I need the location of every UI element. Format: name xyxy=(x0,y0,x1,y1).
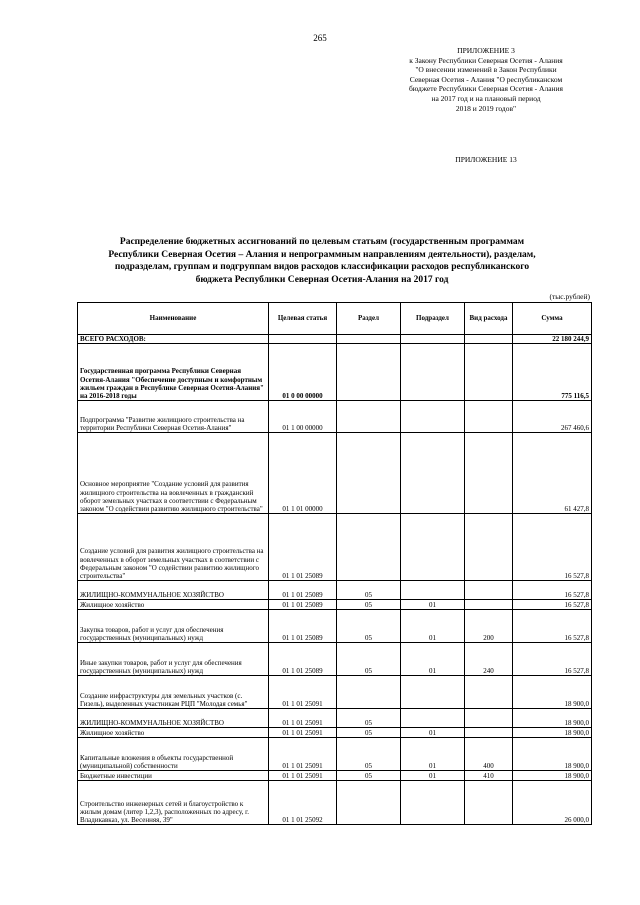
cell-name: Закупка товаров, работ и услуг для обеспечения государственных (муниципальных) нужд xyxy=(78,610,269,643)
cell-subsection: 01 xyxy=(401,738,465,771)
table-body xyxy=(78,335,592,825)
cell-expense-type: 200 xyxy=(465,610,513,643)
cell-target-article: 01 1 01 25089 xyxy=(269,514,337,581)
table-row xyxy=(78,643,592,676)
appendix-3-title: ПРИЛОЖЕНИЕ 3 xyxy=(457,46,515,55)
appendix-13-title: ПРИЛОЖЕНИЕ 13 xyxy=(455,155,517,164)
table-row xyxy=(78,728,592,738)
cell-subsection xyxy=(401,781,465,825)
table-row xyxy=(78,401,592,433)
cell-expense-type: 410 xyxy=(465,771,513,781)
cell-target-article: 01 0 00 00000 xyxy=(269,344,337,401)
cell-target-article: 01 1 01 25091 xyxy=(269,771,337,781)
cell-expense-type xyxy=(465,600,513,610)
cell-target-article: 01 1 01 25089 xyxy=(269,610,337,643)
cell-subsection xyxy=(401,335,465,344)
cell-expense-type xyxy=(465,581,513,600)
appendix-3-line: на 2017 год и на плановый период xyxy=(431,93,541,103)
cell-section: 05 xyxy=(337,610,401,643)
table-header-row xyxy=(78,303,592,335)
appendix-3-line: "О внесении изменений в Закон Республики xyxy=(415,65,557,75)
cell-section: 05 xyxy=(337,728,401,738)
cell-sum: 18 900,0 xyxy=(513,738,592,771)
appendix-3-block xyxy=(388,46,584,113)
cell-target-article: 01 1 01 25089 xyxy=(269,643,337,676)
cell-name: Иные закупки товаров, работ и услуг для обеспечения государственных (муниципальных) нужд xyxy=(78,643,269,676)
cell-target-article xyxy=(269,335,337,344)
cell-subsection xyxy=(401,676,465,709)
header-subsection: Подраздел xyxy=(401,303,465,335)
cell-expense-type: 240 xyxy=(465,643,513,676)
cell-subsection: 01 xyxy=(401,643,465,676)
cell-section xyxy=(337,335,401,344)
cell-expense-type xyxy=(465,344,513,401)
table-row xyxy=(78,335,592,344)
cell-target-article: 01 1 01 25089 xyxy=(269,600,337,610)
cell-sum: 61 427,8 xyxy=(513,433,592,514)
cell-target-article: 01 1 00 00000 xyxy=(269,401,337,433)
cell-sum: 16 527,8 xyxy=(513,581,592,600)
title-line: подразделам, группам и подгруппам видов расходов классификации расходов республиканского xyxy=(114,262,530,272)
cell-sum: 16 527,8 xyxy=(513,600,592,610)
cell-sum: 775 116,5 xyxy=(513,344,592,401)
cell-section: 05 xyxy=(337,709,401,728)
cell-target-article: 01 1 01 25092 xyxy=(269,781,337,825)
cell-name: Создание условий для развития жилищного строительства на вовлеченных в оборот земельных участках в соответствии с Федеральным законом "О содействии развитию жилищного строительства" xyxy=(78,514,269,581)
table-row xyxy=(78,676,592,709)
cell-subsection xyxy=(401,401,465,433)
cell-name: Государственная программа Республики Северная Осетия-Алания "Обеспечение доступным и комфортным жильем граждан в Республике Северная Осетия-Алания" на 2016-2018 годы xyxy=(78,344,269,401)
table-row xyxy=(78,514,592,581)
expenditure-table xyxy=(77,302,592,825)
cell-subsection xyxy=(401,433,465,514)
cell-section xyxy=(337,514,401,581)
cell-target-article: 01 1 01 25091 xyxy=(269,709,337,728)
cell-target-article: 01 1 01 00000 xyxy=(269,433,337,514)
cell-sum: 22 180 244,9 xyxy=(513,335,592,344)
cell-section xyxy=(337,344,401,401)
cell-section xyxy=(337,781,401,825)
cell-section xyxy=(337,401,401,433)
cell-sum: 18 900,0 xyxy=(513,728,592,738)
cell-subsection: 01 xyxy=(401,771,465,781)
table-row xyxy=(78,781,592,825)
cell-sum: 267 460,6 xyxy=(513,401,592,433)
cell-subsection xyxy=(401,581,465,600)
table-row xyxy=(78,600,592,610)
cell-name: Жилищное хозяйство xyxy=(78,728,269,738)
cell-subsection: 01 xyxy=(401,728,465,738)
cell-expense-type xyxy=(465,514,513,581)
cell-sum: 26 000,0 xyxy=(513,781,592,825)
cell-sum: 16 527,8 xyxy=(513,643,592,676)
cell-name: Строительство инженерных сетей и благоустройство к жилым домам (литер 1,2,3), расположенных по адресу, г. Владикавказ, ул. Весенняя, 39" xyxy=(78,781,269,825)
header-name: Наименование xyxy=(78,303,269,335)
cell-subsection xyxy=(401,344,465,401)
cell-expense-type xyxy=(465,728,513,738)
title-line: бюджета Республики Северная Осетия-Алания на 2017 год xyxy=(195,274,449,285)
cell-sum: 16 527,8 xyxy=(513,610,592,643)
header-sum: Сумма xyxy=(513,303,592,335)
page-number: 265 xyxy=(313,33,327,43)
header-expense-type: Вид расхода xyxy=(465,303,513,335)
cell-name: Капитальные вложения в объекты государственной (муниципальной) собственности xyxy=(78,738,269,771)
cell-sum: 18 900,0 xyxy=(513,676,592,709)
cell-subsection xyxy=(401,514,465,581)
cell-subsection: 01 xyxy=(401,610,465,643)
cell-target-article: 01 1 01 25091 xyxy=(269,728,337,738)
table-row xyxy=(78,709,592,728)
appendix-3-line: Северная Осетия - Алания "О республиканском xyxy=(409,74,563,84)
cell-expense-type: 400 xyxy=(465,738,513,771)
table-row xyxy=(78,738,592,771)
cell-expense-type xyxy=(465,401,513,433)
cell-subsection xyxy=(401,709,465,728)
cell-section xyxy=(337,433,401,514)
table-row xyxy=(78,344,592,401)
cell-sum: 18 900,0 xyxy=(513,771,592,781)
cell-name: ЖИЛИЩНО-КОММУНАЛЬНОЕ ХОЗЯЙСТВО xyxy=(78,709,269,728)
cell-section: 05 xyxy=(337,738,401,771)
title-line: Распределение бюджетных ассигнований по целевым статьям (государственным программам xyxy=(119,237,525,247)
cell-expense-type xyxy=(465,335,513,344)
cell-name: Жилищное хозяйство xyxy=(78,600,269,610)
units-label: (тыс.рублей) xyxy=(549,292,590,301)
cell-name: Подпрограмма "Развитие жилищного строительства на территории Республики Северная Осетия-Алания" xyxy=(78,401,269,433)
document-title xyxy=(72,236,572,286)
cell-section xyxy=(337,676,401,709)
cell-section: 05 xyxy=(337,581,401,600)
cell-section: 05 xyxy=(337,600,401,610)
cell-name: Бюджетные инвестиции xyxy=(78,771,269,781)
appendix-3-line: бюджете Республики Северная Осетия - Алания xyxy=(408,84,564,94)
header-target-article: Целевая статья xyxy=(269,303,337,335)
cell-target-article: 01 1 01 25091 xyxy=(269,676,337,709)
table-row xyxy=(78,433,592,514)
cell-name: Создание инфраструктуры для земельных участков (с. Гизель), выделенных участникам РЦП "Молодая семья" xyxy=(78,676,269,709)
cell-name: ВСЕГО РАСХОДОВ: xyxy=(78,335,269,344)
cell-sum: 18 900,0 xyxy=(513,709,592,728)
header-section: Раздел xyxy=(337,303,401,335)
cell-name: Основное мероприятие "Создание условий для развития жилищного строительства на вовлеченных в гражданский оборот земельных участках в соответствии с Федеральным законом "О содействии развитию жилищного строительства" xyxy=(78,433,269,514)
title-line: Республики Северная Осетия – Алания и непрограммным направлениям деятельности), разделам, xyxy=(108,249,536,260)
cell-expense-type xyxy=(465,709,513,728)
cell-target-article: 01 1 01 25089 xyxy=(269,581,337,600)
appendix-3-line: к Закону Республики Северная Осетия - Алания xyxy=(409,55,563,65)
cell-target-article: 01 1 01 25091 xyxy=(269,738,337,771)
cell-expense-type xyxy=(465,433,513,514)
table-row xyxy=(78,771,592,781)
cell-section: 05 xyxy=(337,771,401,781)
cell-expense-type xyxy=(465,676,513,709)
table-row xyxy=(78,581,592,600)
appendix-3-line: 2018 и 2019 годов" xyxy=(455,103,517,113)
cell-expense-type xyxy=(465,781,513,825)
cell-subsection: 01 xyxy=(401,600,465,610)
cell-section: 05 xyxy=(337,643,401,676)
cell-name: ЖИЛИЩНО-КОММУНАЛЬНОЕ ХОЗЯЙСТВО xyxy=(78,581,269,600)
cell-sum: 16 527,8 xyxy=(513,514,592,581)
table-row xyxy=(78,610,592,643)
